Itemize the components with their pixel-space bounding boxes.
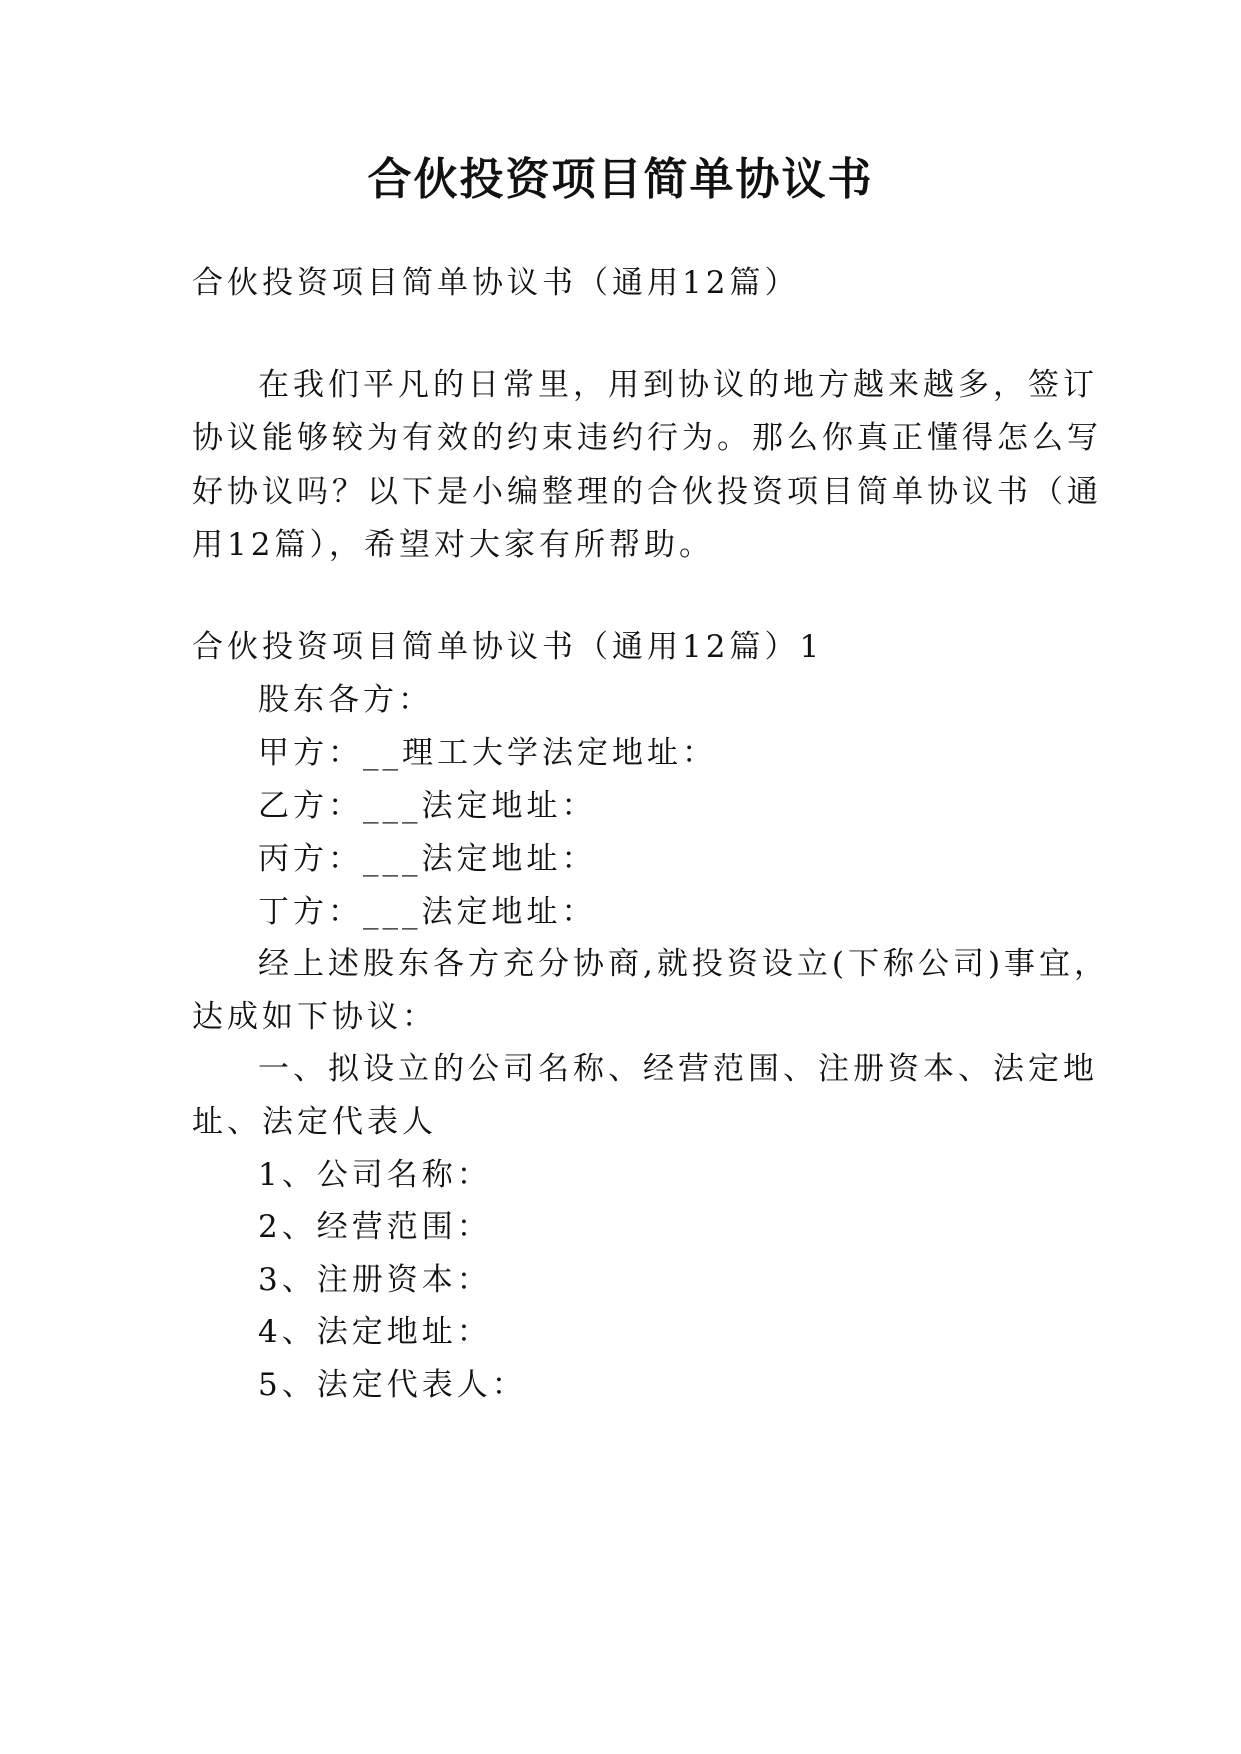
agreement-paragraph-line: 经上述股东各方充分协商,就投资设立(下称公司)事宜， xyxy=(258,946,1110,982)
clause-one-line: 址、法定代表人 xyxy=(192,1104,437,1140)
document-subtitle: 合伙投资项目简单协议书（通用12篇） xyxy=(192,265,800,301)
party-b-line: 乙方：___法定地址： xyxy=(258,788,597,824)
clause-item-business-scope: 2、经营范围： xyxy=(258,1209,492,1245)
clause-item-legal-address: 4、法定地址： xyxy=(258,1314,492,1350)
intro-paragraph-line: 好协议吗？以下是小编整理的合伙投资项目简单协议书（通 xyxy=(192,474,1102,510)
intro-paragraph-line: 在我们平凡的日常里，用到协议的地方越来越多，签订 xyxy=(258,367,1098,403)
party-c-line: 丙方：___法定地址： xyxy=(258,841,597,877)
document-title: 合伙投资项目简单协议书 xyxy=(367,154,874,205)
party-a-line: 甲方：__理工大学法定地址： xyxy=(258,735,717,771)
parties-heading: 股东各方： xyxy=(258,682,433,718)
clause-item-company-name: 1、公司名称： xyxy=(258,1157,492,1193)
agreement-paragraph-line: 达成如下协议： xyxy=(192,999,437,1035)
section-heading: 合伙投资项目简单协议书（通用12篇）1 xyxy=(192,629,824,665)
clause-item-registered-capital: 3、注册资本： xyxy=(258,1262,492,1298)
party-d-line: 丁方：___法定地址： xyxy=(258,894,597,930)
intro-paragraph-line: 用12篇），希望对大家有所帮助。 xyxy=(192,527,714,563)
clause-one-line: 一、拟设立的公司名称、经营范围、注册资本、法定地 xyxy=(258,1051,1098,1087)
clause-item-legal-representative: 5、法定代表人： xyxy=(258,1367,527,1403)
intro-paragraph-line: 协议能够较为有效的约束违约行为。那么你真正懂得怎么写 xyxy=(192,420,1102,456)
